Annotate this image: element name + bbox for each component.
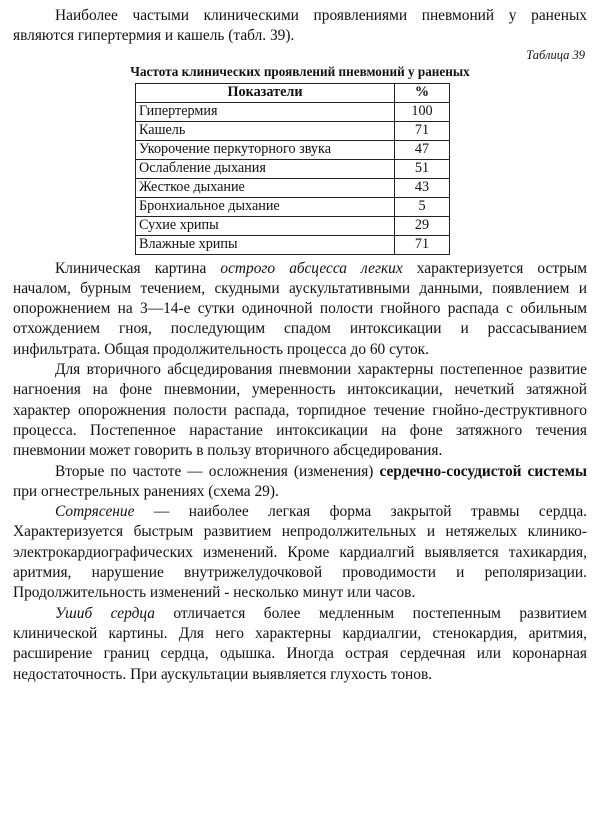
contusion-paragraph bbox=[13, 604, 587, 685]
acute-abscess-body: характеризуется острым началом, бурным течением, скудными аускультативными данными, появлением и опорожнением на 3—14-е сутки одиночной полости гнойного распада с обильным отхождением гноя, последующим спадом интоксикации и рассасыванием инфильтрата. Общая продолжительность процесса до 60 суток. bbox=[13, 259, 588, 358]
table-cell-indicator: Влажные хрипы bbox=[136, 235, 395, 254]
table-cell-indicator: Кашель bbox=[136, 121, 395, 140]
table-title: Частота клинических проявлений пневмоний у раненых bbox=[130, 63, 470, 79]
table-row bbox=[136, 216, 450, 235]
table-header-percent: % bbox=[395, 83, 450, 102]
table-row bbox=[136, 140, 450, 159]
cardio-complications-paragraph bbox=[13, 462, 587, 503]
table-caption: Таблица 39 bbox=[526, 47, 585, 62]
table-cell-percent: 100 bbox=[395, 102, 450, 121]
table-row bbox=[136, 197, 450, 216]
concussion-paragraph bbox=[13, 502, 587, 603]
table-cell-indicator: Ослабление дыхания bbox=[136, 159, 395, 178]
table-row bbox=[136, 159, 450, 178]
table-cell-percent: 51 bbox=[395, 159, 450, 178]
table-cell-percent: 5 bbox=[395, 197, 450, 216]
document-page bbox=[13, 6, 587, 685]
secondary-abscess-paragraph: Для вторичного абсцедирования пневмонии характерны постепенное развитие нагноения на фоне пневмонии, умеренность интоксикации, нечеткий затяжной характер опорожнения полости распада, торпидное течение гнойно-деструктивного процесса. Постепенное нарастание интоксикации на фоне затяжного течения пневмонии может говорить в пользу вторичного абсцедирования. bbox=[13, 361, 587, 460]
acute-abscess-lead: Клиническая картина bbox=[55, 259, 221, 277]
table-row bbox=[136, 121, 450, 140]
table-cell-percent: 71 bbox=[395, 121, 450, 140]
acute-abscess-term: острого абсцесса легких bbox=[220, 259, 403, 277]
table-cell-percent: 47 bbox=[395, 140, 450, 159]
concussion-body: — наиболее легкая форма закрытой травмы сердца. Характеризуется быстрым развитием непродолжительных и нетяжелых клинико-электрокардиографических изменений. Кроме кардиалгий выявляется тахикардия, аритмия, нарушение внутрижелудочковой проводимости и реполяризации. Продолжительность изменений - несколько минут или часов. bbox=[13, 503, 587, 602]
cardio-body: при огнестрельных ранениях (схема 29). bbox=[13, 482, 279, 500]
table-header-indicator: Показатели bbox=[136, 83, 395, 102]
acute-abscess-paragraph bbox=[13, 259, 587, 360]
table-cell-indicator: Укорочение перкуторного звука bbox=[136, 140, 395, 159]
table-row bbox=[136, 235, 450, 254]
contusion-term: Ушиб сердца bbox=[55, 604, 155, 622]
table-header-row bbox=[136, 83, 450, 102]
table-cell-indicator: Жесткое дыхание bbox=[136, 178, 395, 197]
table-cell-indicator: Гипертермия bbox=[136, 102, 395, 121]
table-row bbox=[136, 178, 450, 197]
table-cell-percent: 71 bbox=[395, 235, 450, 254]
cardio-lead: Вторые по частоте — осложнения (изменения) bbox=[55, 462, 380, 480]
table-cell-percent: 29 bbox=[395, 216, 450, 235]
table-cell-indicator: Сухие хрипы bbox=[136, 216, 395, 235]
table-cell-percent: 43 bbox=[395, 178, 450, 197]
table-cell-indicator: Бронхиальное дыхание bbox=[136, 197, 395, 216]
contusion-body: отличается более медленным постепенным развитием клинической картины. Для него характерны кардиалгии, стенокардия, аритмия, расширение границ сердца, одышка. Иногда острая сердечная или коронарная недостаточность. При аускультации выявляется глухость тонов. bbox=[13, 604, 587, 683]
table-row bbox=[136, 102, 450, 121]
cardio-term: сердечно-сосудистой системы bbox=[379, 462, 587, 480]
intro-paragraph: Наиболее частыми клиническими проявлениями пневмоний у раненых являются гипертермия и кашель (табл. 39). bbox=[13, 7, 587, 45]
concussion-term: Сотрясение bbox=[55, 503, 135, 521]
symptoms-table bbox=[135, 83, 450, 255]
